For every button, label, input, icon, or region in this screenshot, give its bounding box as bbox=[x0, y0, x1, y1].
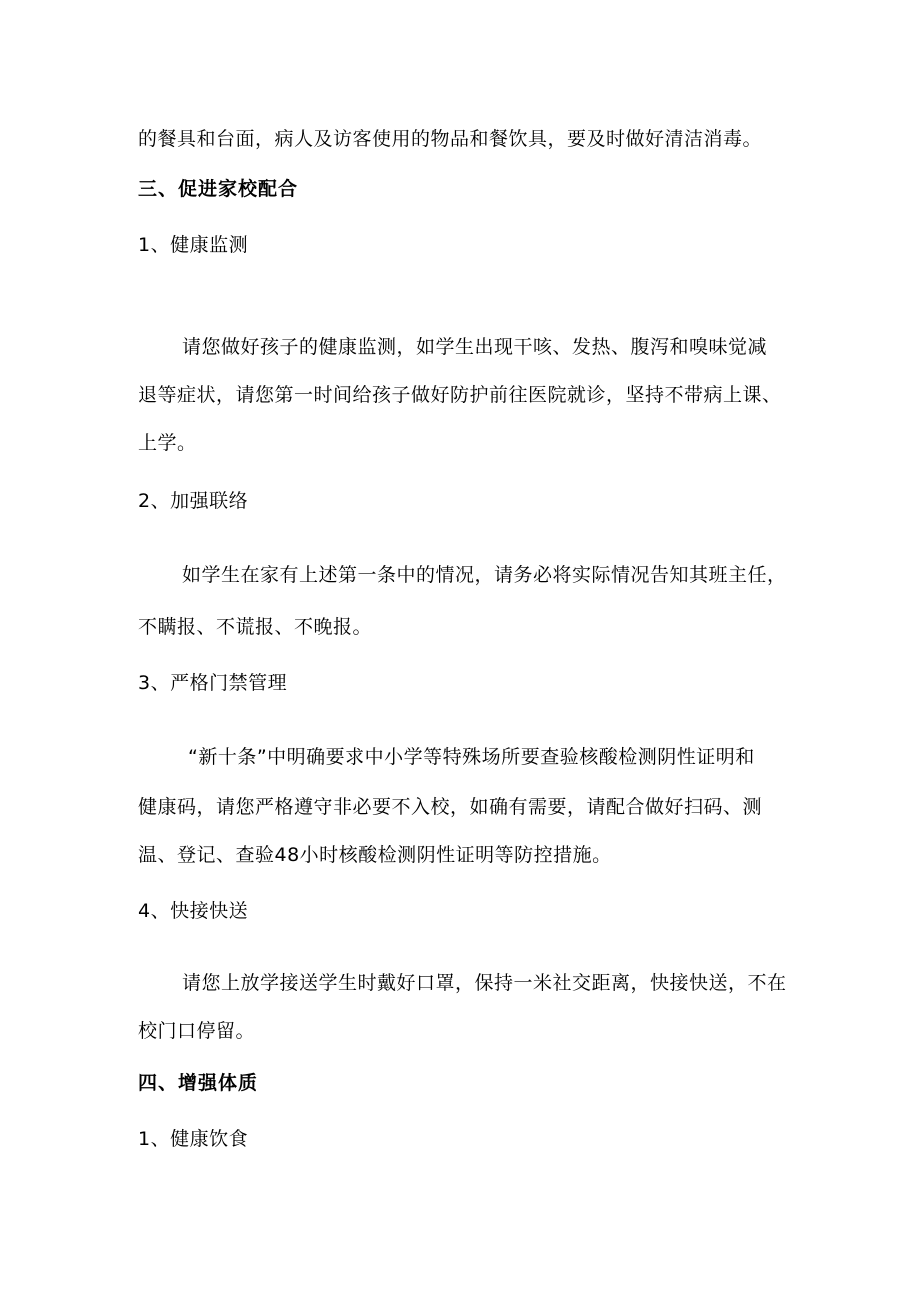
item-title-health-monitoring: 1、健康监测 bbox=[138, 234, 249, 256]
paragraph-line: 上学。 bbox=[138, 432, 197, 454]
item-title-healthy-diet: 1、健康饮食 bbox=[138, 1128, 249, 1150]
item-title-access-control: 3、严格门禁管理 bbox=[138, 672, 288, 694]
paragraph-line: 退等症状，请您第一时间给孩子做好防护前往医院就诊，坚持不带病上课、 bbox=[138, 384, 782, 406]
paragraph-line: 校门口停留。 bbox=[138, 1020, 256, 1042]
paragraph-line: “新十条”中明确要求中小学等特殊场所要查验核酸检测阴性证明和 bbox=[188, 746, 755, 768]
paragraph-line: 如学生在家有上述第一条中的情况，请务必将实际情况告知其班主任， bbox=[182, 564, 787, 586]
paragraph-line: 温、登记、查验48小时核酸检测阴性证明等防控措施。 bbox=[138, 844, 612, 866]
paragraph-line: 请您做好孩子的健康监测，如学生出现干咳、发热、腹泻和嗅味觉减 bbox=[182, 336, 768, 358]
item-title-quick-pickup: 4、快接快送 bbox=[138, 900, 249, 922]
section-heading-4: 四、增强体质 bbox=[138, 1072, 259, 1094]
paragraph-line: 请您上放学接送学生时戴好口罩，保持一米社交距离，快接快送，不在 bbox=[182, 972, 787, 994]
section-heading-3: 三、促进家校配合 bbox=[138, 178, 299, 200]
paragraph-line: 健康码，请您严格遵守非必要不入校，如确有需要，请配合做好扫码、测 bbox=[138, 796, 763, 818]
item-title-contact: 2、加强联络 bbox=[138, 490, 249, 512]
paragraph-line: 不瞒报、不谎报、不晚报。 bbox=[138, 616, 373, 638]
paragraph-continuation: 的餐具和台面，病人及访客使用的物品和餐饮具，要及时做好清洁消毒。 bbox=[138, 128, 763, 150]
